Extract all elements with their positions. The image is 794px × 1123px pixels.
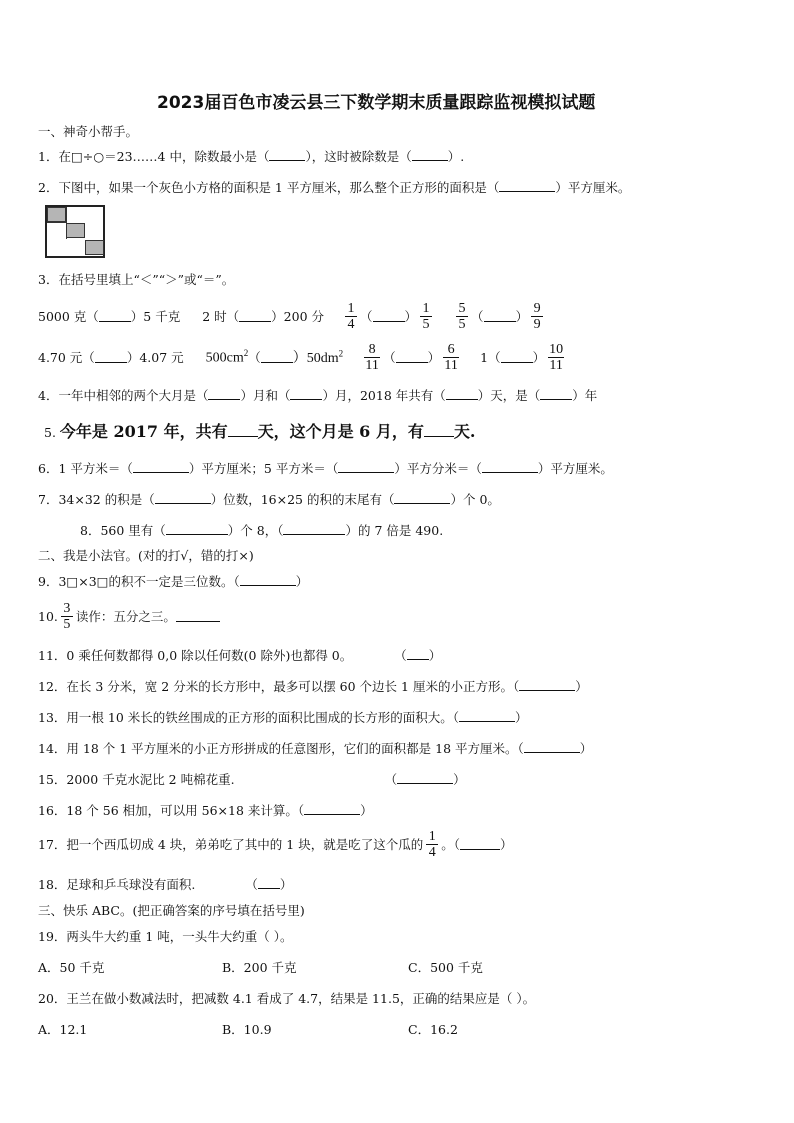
q3-r1-blank-3[interactable] — [373, 310, 405, 322]
fraction-6-11: $\frac{6}{11}$ — [444, 341, 458, 373]
q3-r2-c: 1（ — [480, 350, 501, 365]
q3-r2-a2: ）4.07 元 — [126, 350, 184, 365]
q13-blank[interactable] — [459, 710, 515, 722]
q1-answer-blank-1[interactable] — [269, 149, 305, 161]
q1-answer-blank-2[interactable] — [412, 149, 448, 161]
q12-blank[interactable] — [519, 679, 575, 691]
q5-blank-2[interactable] — [424, 422, 454, 437]
q1-text-b: ），这时被除数是（ — [305, 149, 412, 164]
q3-r2-b2: （ — [248, 350, 261, 365]
q3-r2-b: $500cm^2$ — [205, 347, 249, 366]
fraction-5-5: $\frac{5}{5}$ — [456, 301, 468, 332]
q15-blank[interactable] — [397, 772, 453, 784]
fraction-9-9: $\frac{9}{9}$ — [531, 301, 543, 332]
q3-r1-b2: ）200 分 — [271, 309, 325, 324]
q3-r2-blank-2[interactable] — [261, 351, 293, 363]
q1-text-a: 1．在□÷○＝23……4 中，除数最小是（ — [38, 149, 270, 164]
question-19-stem: 19．两头牛大约重 1 吨，一头牛大约重（ ）。 — [38, 929, 293, 944]
question-9: 9．3□×3□的积不一定是三位数。（ ） — [38, 574, 309, 589]
q20-option-a[interactable]: A．12.1 — [38, 1022, 88, 1037]
q19-option-b[interactable]: B．200 千克 — [222, 960, 297, 975]
q3-r2-blank-1[interactable] — [95, 351, 127, 363]
question-11: 11．0 乘任何数都得 0,0 除以任何数(0 除外)也都得 0。 （ ） — [38, 648, 442, 663]
q3-row-1: 5000 克（ ）5 千克 2 时（ ）200 分 $\frac{1}{4}$ （ ） $\frac{1}{5}$ $\frac{5}{5}$ （ ） $\frac{9}{9}$ — [38, 296, 546, 336]
q3-row-2: 4.70 元（ ）4.07 元 $500cm^2$ （ ）$50dm^2$ $\frac{8}{11}$ （ ） $\frac{6}{11}$ 1（ ） $\frac{10}{11}$ — [38, 341, 564, 373]
q11-blank[interactable] — [407, 648, 429, 660]
question-6: 6．1 平方米＝（ ）平方厘米；5 平方米＝（ ）平方分米＝（ ）平方厘米。 — [38, 461, 613, 476]
q20-option-c[interactable]: C．16.2 — [408, 1022, 458, 1037]
q3-r1-blank-2[interactable] — [239, 310, 271, 322]
q10-blank[interactable] — [176, 610, 220, 622]
q3-r1-b: 2 时（ — [202, 309, 240, 324]
q19-option-c[interactable]: C．500 千克 — [408, 960, 483, 975]
q3-r2-blank-4[interactable] — [501, 351, 533, 363]
question-17: 17．把一个西瓜切成 4 块，弟弟吃了其中的 1 块，就是吃了这个瓜的 $\frac{1}{4}$ 。（ ） — [38, 828, 513, 860]
grey-cell-3 — [85, 240, 104, 255]
q6-blank-3[interactable] — [482, 461, 538, 473]
q18-blank[interactable] — [258, 877, 280, 889]
q3-r2-a: 4.70 元（ — [38, 350, 95, 365]
q3-r1-blank-4[interactable] — [484, 310, 516, 322]
q4-blank-3[interactable] — [446, 388, 478, 400]
question-20-stem: 20．王兰在做小数减法时，把减数 4.1 看成了 4.7，结果是 11.5，正确的结果应是（ ）。 — [38, 991, 536, 1006]
q2-answer-blank[interactable] — [499, 180, 555, 192]
q6-blank-2[interactable] — [338, 461, 394, 473]
question-15: 15．2000 千克水泥比 2 吨棉花重. （ ） — [38, 772, 466, 787]
section-1-heading: 一、神奇小帮手。 — [38, 124, 139, 139]
q20-option-b[interactable]: B．10.9 — [222, 1022, 272, 1037]
question-14: 14．用 18 个 1 平方厘米的小正方形拼成的任意图形，它们的面积都是 18 平方厘米。（ ） — [38, 741, 593, 756]
fraction-1-4-q17: $\frac{1}{4}$ — [426, 829, 438, 860]
question-3: 3．在括号里填上“＜”“＞”或“＝”。 — [38, 272, 235, 287]
q9-blank[interactable] — [240, 574, 296, 586]
question-18: 18．足球和乒乓球没有面积. （ ） — [38, 877, 293, 892]
q1-text-c: ）. — [447, 149, 465, 164]
q3-r1-blank-1[interactable] — [99, 310, 131, 322]
q19-option-a[interactable]: A．50 千克 — [38, 960, 105, 975]
question-7: 7．34×32 的积是（ ）位数，16×25 的积的末尾有（ ）个 0。 — [38, 492, 500, 507]
q5-blank-1[interactable] — [228, 422, 258, 437]
q16-blank[interactable] — [304, 803, 360, 815]
question-10: 10. $\frac{3}{5}$ 读作：五分之三。 — [38, 598, 220, 634]
fraction-1-5: $\frac{1}{5}$ — [420, 301, 432, 332]
q17-blank[interactable] — [460, 838, 500, 850]
q14-blank[interactable] — [524, 741, 580, 753]
page-title: 2023届百色市凌云县三下数学期末质量跟踪监视模拟试题 — [157, 93, 596, 113]
question-2 — [38, 178, 630, 196]
question-8: 8．560 里有（ ）个 8，（ ）的 7 倍是 490. — [80, 523, 444, 538]
grey-cell-1 — [47, 207, 66, 222]
grey-cell-2 — [66, 223, 85, 238]
fraction-3-5: $\frac{3}{5}$ — [61, 601, 73, 632]
q7-blank-1[interactable] — [155, 492, 211, 504]
q3-r1-a2: ）5 千克 — [130, 309, 181, 324]
section-2-heading: 二、我是小法官。(对的打√，错的打×) — [38, 548, 254, 563]
q2-text-a: 2．下图中，如果一个灰色小方格的面积是 1 平方厘米，那么整个正方形的面积是（ — [38, 180, 500, 195]
q7-blank-2[interactable] — [394, 492, 450, 504]
q4-blank-2[interactable] — [290, 388, 322, 400]
section-3-heading: 三、快乐 ABC。(把正确答案的序号填在括号里) — [38, 903, 305, 918]
question-1 — [38, 147, 464, 165]
question-5: 5. 今年是 2017 年，共有 天，这个月是 6 月，有 天. — [44, 422, 476, 441]
question-4: 4．一年中相邻的两个大月是（ ）月和（ ）月，2018 年共有（ ）天，是（ ）年 — [38, 388, 598, 403]
q2-text-b: ）平方厘米。 — [555, 180, 631, 195]
question-12: 12．在长 3 分米，宽 2 分米的长方形中，最多可以摆 60 个边长 1 厘米的小正方形。（ ） — [38, 679, 588, 694]
fraction-1-4: $\frac{1}{4}$ — [345, 301, 357, 332]
square-grid-figure — [45, 205, 105, 258]
fraction-10-11: $\frac{10}{11}$ — [549, 341, 564, 373]
q3-r2-blank-3[interactable] — [396, 351, 428, 363]
q8-blank-2[interactable] — [283, 523, 345, 535]
question-16: 16．18 个 56 相加，可以用 56×18 来计算。（ ） — [38, 803, 373, 818]
question-13: 13．用一根 10 米长的铁丝围成的正方形的面积比围成的长方形的面积大。（ ） — [38, 710, 528, 725]
fraction-8-11: $\frac{8}{11}$ — [365, 341, 379, 373]
q8-blank-1[interactable] — [166, 523, 228, 535]
q4-blank-1[interactable] — [208, 388, 240, 400]
q3-r2-b3: ）$50dm^2$ — [292, 348, 344, 366]
q3-r1-a: 5000 克（ — [38, 309, 99, 324]
q6-blank-1[interactable] — [133, 461, 189, 473]
q4-blank-4[interactable] — [540, 388, 572, 400]
